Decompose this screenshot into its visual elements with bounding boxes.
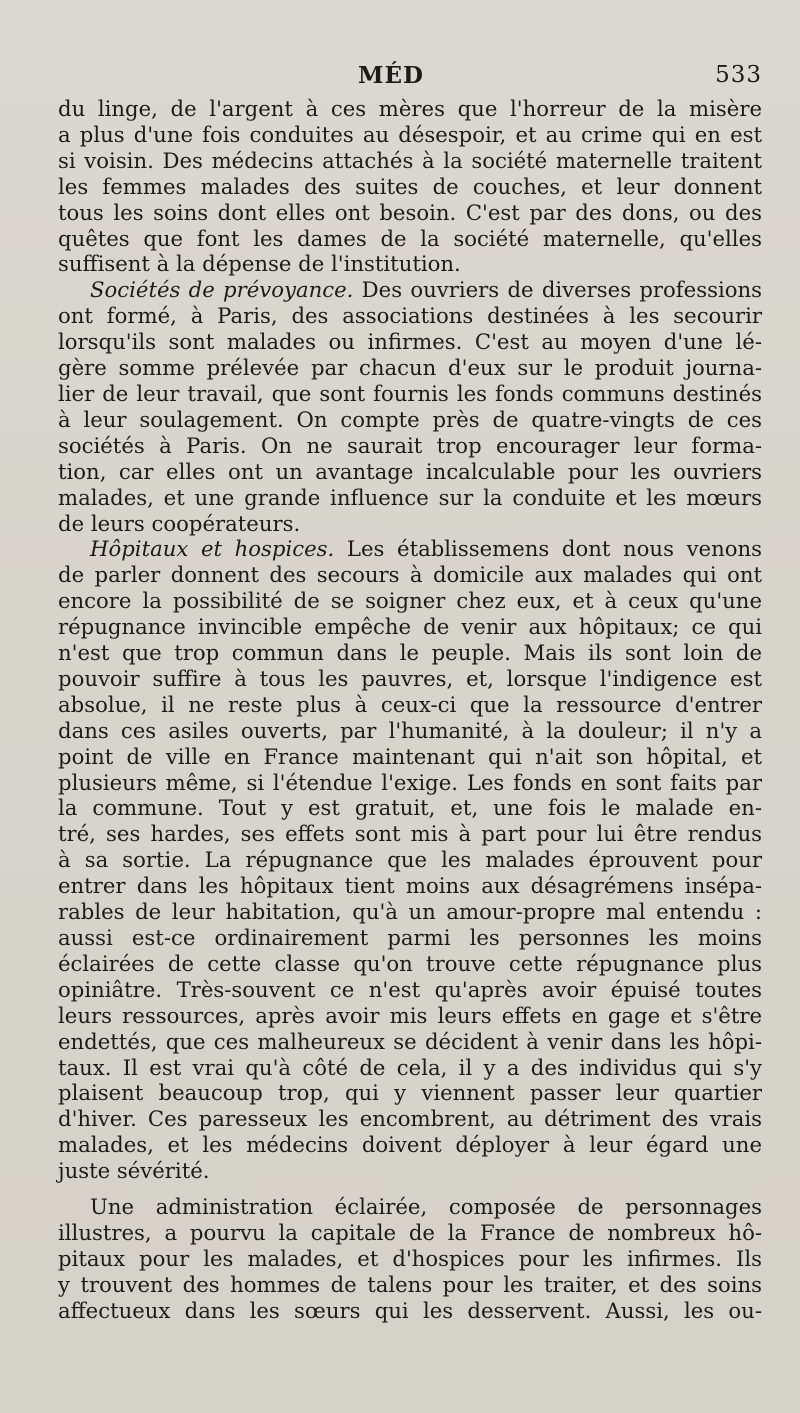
text-line: pouvoir suffire à tous les pauvres, et, lorsque l'indigence est [58,665,762,691]
text-line: tré, ses hardes, ses effets sont mis à part pour lui être rendus [58,821,762,847]
text-line: éclairées de cette classe qu'on trouve cette répugnance plus [58,950,762,976]
text-line: endettés, que ces malheureux se décident à venir dans les hôpi- [58,1028,762,1054]
text-line: pitaux pour les malades, et d'hospices pour les infirmes. Ils [58,1245,762,1271]
text-line: d'hiver. Ces paresseux les encombrent, au détriment des vrais [58,1106,762,1132]
text-line: tous les soins dont elles ont besoin. C'est par des dons, ou des [58,199,762,225]
text-line: de leurs coopérateurs. [58,510,301,536]
text-line: les femmes malades des suites de couches, et leur donnent [58,173,762,199]
text-line: sociétés à Paris. On ne saurait trop encourager leur forma- [58,432,762,458]
text-line: lorsqu'ils sont malades ou infirmes. C'est au moyen d'une lé- [58,329,762,355]
text-line: a plus d'une fois conduites au désespoir, et au crime qui en est [58,121,762,147]
text-line: du linge, de l'argent à ces mères que l'horreur de la misère [58,96,762,121]
section-heading: Sociétés de prévoyance. [90,277,354,303]
text-run: Des ouvriers de diverses professions [353,277,762,303]
text-line: leurs ressources, après avoir mis leurs effets en gage et s'être [58,1002,762,1028]
text-line: affectueux dans les sœurs qui les desservent. Aussi, les ou- [58,1297,762,1323]
text-line: juste sévérité. [58,1158,210,1184]
text-line: de parler donnent des secours à domicile aux malades qui ont [58,562,762,588]
text-line: rables de leur habitation, qu'à un amour-propre mal entendu : [58,899,762,925]
text-line: entrer dans les hôpitaux tient moins aux désagrémens insépa- [58,873,762,899]
text-line [58,536,762,562]
page-number: 533 [715,62,762,88]
text-line: taux. Il est vrai qu'à côté de cela, il y a des individus qui s'y [58,1054,762,1080]
text-line: y trouvent des hommes de talens pour les traiter, et des soins [58,1271,762,1297]
text-line: ont formé, à Paris, des associations destinées à les secourir [58,303,762,329]
text-line: lier de leur travail, que sont fournis les fonds communs destinés [58,380,762,406]
text-line: si voisin. Des médecins attachés à la société maternelle traitent [58,147,762,173]
text-line: à leur soulagement. On compte près de quatre-vingts de ces [58,406,762,432]
text-line: n'est que trop commun dans le peuple. Mais ils sont loin de [58,640,762,666]
running-title: MÉD [358,62,424,89]
paragraph-gap [58,1184,762,1194]
paragraph-continuation [58,96,762,277]
text-line: gère somme prélevée par chacun d'eux sur le produit journa- [58,355,762,381]
paragraph-hopitaux-et-hospices [58,536,762,1184]
text-line [58,277,762,303]
page-header [58,58,762,96]
paragraph-societes-de-prevoyance [58,277,762,536]
text-line: Une administration éclairée, composée de personnages [90,1194,762,1220]
text-line: dans ces asiles ouverts, par l'humanité, à la douleur; il n'y a [58,717,762,743]
text-line: point de ville en France maintenant qui n'ait son hôpital, et [58,743,762,769]
paragraph-administration [58,1194,762,1324]
text-line: à sa sortie. La répugnance que les malades éprouvent pour [58,847,762,873]
text-line: illustres, a pourvu la capitale de la France de nombreux hô- [58,1219,762,1245]
text-line: la commune. Tout y est gratuit, et, une fois le malade en- [58,795,762,821]
text-line: malades, et les médecins doivent déployer à leur égard une [58,1132,762,1158]
text-line: quêtes que font les dames de la société maternelle, qu'elles [58,225,762,251]
text-line: suffisent à la dépense de l'institution. [58,251,461,277]
section-heading: Hôpitaux et hospices. [90,536,335,562]
text-line: absolue, il ne reste plus à ceux-ci que la ressource d'entrer [58,691,762,717]
text-line: répugnance invincible empêche de venir aux hôpitaux; ce qui [58,614,762,640]
text-run: Les établissemens dont nous venons [334,536,763,562]
body-text [58,96,762,1324]
text-line: tion, car elles ont un avantage incalculable pour les ouvriers [58,458,762,484]
text-line: aussi est-ce ordinairement parmi les personnes les moins [58,925,762,950]
text-line: malades, et une grande influence sur la conduite et les mœurs [58,484,762,510]
text-line: plaisent beaucoup trop, qui y viennent passer leur quartier [58,1080,762,1106]
text-line: encore la possibilité de se soigner chez eux, et à ceux qu'une [58,588,762,614]
text-line: opiniâtre. Très-souvent ce n'est qu'après avoir épuisé toutes [58,976,762,1002]
text-line: plusieurs même, si l'étendue l'exige. Les fonds en sont faits par [58,769,762,795]
